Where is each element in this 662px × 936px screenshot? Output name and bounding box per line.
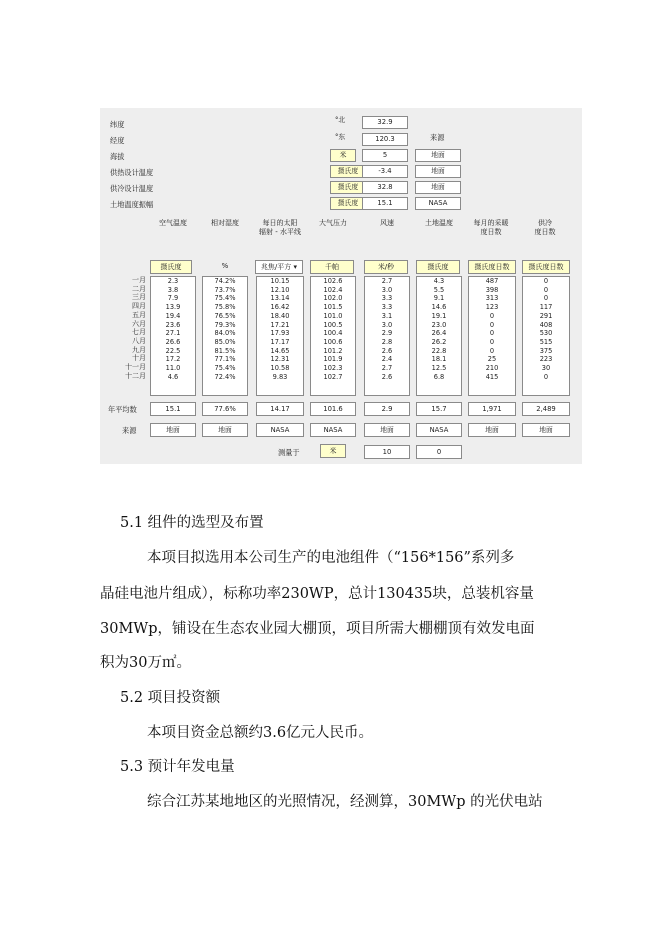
data-cell: 10.58 [270, 364, 290, 373]
param-value-longitude[interactable]: 120.3 [362, 133, 408, 146]
param-label-ground-amplitude: 土地温度振幅 [110, 200, 154, 209]
data-cell: 2.7 [381, 364, 393, 373]
data-cell: 313 [485, 294, 499, 303]
source-air-temp[interactable]: 地面 [150, 423, 196, 437]
data-cell: 84.0% [214, 329, 236, 338]
month-label: 三月 [132, 293, 146, 302]
param-unit-longitude: °东 [335, 133, 346, 141]
measured-wind-height[interactable]: 10 [364, 445, 410, 459]
source-humidity[interactable]: 地面 [202, 423, 248, 437]
source-row-label: 来源 [122, 426, 137, 435]
data-cell: 101.5 [323, 303, 343, 312]
col-header-humidity: 相对湿度 [211, 219, 239, 227]
data-column-air-temp[interactable] [150, 276, 196, 396]
average-cooling-degree-days[interactable]: 2,489 [522, 402, 570, 416]
average-solar-radiation[interactable]: 14.17 [256, 402, 304, 416]
month-labels [108, 276, 146, 380]
data-cell: 14.6 [431, 303, 447, 312]
data-cell: 23.0 [431, 320, 447, 329]
data-cell: 12.10 [270, 285, 290, 294]
data-cell: 3.3 [381, 303, 393, 312]
data-cell: 3.8 [167, 285, 179, 294]
section-5-3-title: 5.3 预计年发电量 [120, 759, 235, 775]
month-label: 七月 [132, 328, 146, 337]
col-header-ground-temp: 土地温度 [425, 219, 453, 227]
param-value-elevation[interactable]: 5 [362, 149, 408, 162]
data-cell: 73.7% [214, 285, 236, 294]
data-cell: 4.6 [167, 372, 179, 381]
data-cell: 6.8 [433, 372, 445, 381]
data-cell: 2.4 [381, 355, 393, 364]
data-cell: 515 [539, 337, 553, 346]
data-cell: 0 [489, 337, 495, 346]
source-heating-degree-days[interactable]: 地面 [468, 423, 516, 437]
data-cell: 9.83 [272, 372, 288, 381]
data-cell: 530 [539, 329, 553, 338]
col-unit-ground-temp[interactable]: 摄氏度 [416, 260, 460, 274]
data-cell: 375 [539, 346, 553, 355]
col-unit-air-temp[interactable]: 摄氏度 [150, 260, 192, 274]
data-cell: 30 [541, 364, 551, 373]
data-cell: 16.42 [270, 303, 290, 312]
param-unit-heating-temp[interactable]: 摄氏度 [330, 165, 366, 178]
data-cell: 210 [485, 364, 499, 373]
data-cell: 17.2 [165, 355, 181, 364]
measured-at-label: 测量于 [278, 448, 300, 457]
average-humidity[interactable]: 77.6% [202, 402, 248, 416]
data-cell: 117 [539, 303, 553, 312]
data-cell: 25 [487, 355, 497, 364]
data-cell: 102.3 [323, 364, 343, 373]
col-header-heating-degree-days: 每月的采暖 度日数 [473, 219, 509, 236]
data-cell: 102.6 [323, 277, 343, 285]
data-column-heating-degree-days[interactable] [468, 276, 516, 396]
data-cell: 26.6 [165, 337, 181, 346]
data-cell: 14.65 [270, 346, 290, 355]
section-5-1-paragraph-line-4: 积为30万㎡。 [100, 655, 191, 671]
data-cell: 0 [489, 329, 495, 338]
param-label-cooling-temp: 供冷设计温度 [110, 184, 154, 193]
data-cell: 3.0 [381, 320, 393, 329]
source-ground-temp[interactable]: NASA [416, 423, 462, 437]
data-cell: 81.5% [214, 346, 236, 355]
col-unit-heating-degree-days[interactable]: 摄氏度日数 [468, 260, 516, 274]
data-cell: 79.3% [214, 320, 236, 329]
average-wind-speed[interactable]: 2.9 [364, 402, 410, 416]
data-column-cooling-degree-days[interactable] [522, 276, 570, 396]
data-cell: 0 [489, 311, 495, 320]
col-header-air-temp: 空气温度 [159, 219, 187, 227]
data-cell: 3.3 [381, 294, 393, 303]
col-unit-wind-speed[interactable]: 米/秒 [364, 260, 408, 274]
month-label: 一月 [132, 276, 146, 284]
data-cell: 100.5 [323, 320, 343, 329]
month-label: 九月 [132, 345, 146, 354]
col-header-cooling-degree-days: 供冷 度日数 [534, 219, 556, 236]
data-cell: 12.5 [431, 364, 447, 373]
col-unit-humidity: % [221, 262, 229, 270]
param-label-latitude: 纬度 [110, 120, 125, 129]
col-unit-pressure[interactable]: 千帕 [310, 260, 354, 274]
section-5-3-paragraph: 综合江苏某地地区的光照情况，经测算，30MWp 的光伏电站 [147, 794, 543, 810]
data-cell: 0 [543, 285, 549, 294]
data-cell: 415 [485, 372, 499, 381]
data-cell: 77.1% [214, 355, 236, 364]
data-cell: 100.4 [323, 329, 343, 338]
data-cell: 291 [539, 311, 553, 320]
source-cooling-degree-days[interactable]: 地面 [522, 423, 570, 437]
source-wind-speed[interactable]: 地面 [364, 423, 410, 437]
data-cell: 101.9 [323, 355, 343, 364]
data-column-pressure[interactable] [310, 276, 356, 396]
param-source-heating-temp[interactable]: 地面 [415, 165, 461, 178]
data-cell: 408 [539, 320, 553, 329]
data-cell: 72.4% [214, 372, 236, 381]
data-cell: 0 [543, 372, 549, 381]
data-cell: 17.93 [270, 329, 290, 338]
data-cell: 26.2 [431, 337, 447, 346]
data-cell: 2.3 [167, 277, 179, 285]
data-cell: 0 [489, 320, 495, 329]
climate-data-panel [100, 108, 582, 464]
data-cell: 0 [543, 294, 549, 303]
data-column-ground-temp[interactable] [416, 276, 462, 396]
data-cell: 11.0 [165, 364, 181, 373]
data-cell: 75.8% [214, 303, 236, 312]
data-cell: 18.40 [270, 311, 290, 320]
data-cell: 17.21 [270, 320, 290, 329]
data-cell: 3.1 [381, 311, 393, 320]
data-cell: 101.0 [323, 311, 343, 320]
data-cell: 18.1 [431, 355, 447, 364]
data-cell: 27.1 [165, 329, 181, 338]
data-cell: 0 [489, 346, 495, 355]
data-cell: 101.2 [323, 346, 343, 355]
data-cell: 487 [485, 277, 499, 285]
measured-ground-depth[interactable]: 0 [416, 445, 462, 459]
source-pressure[interactable]: NASA [310, 423, 356, 437]
param-unit-latitude: °北 [335, 116, 346, 124]
data-cell: 22.5 [165, 346, 181, 355]
average-heating-degree-days[interactable]: 1,971 [468, 402, 516, 416]
month-label: 十二月 [125, 371, 146, 380]
param-value-cooling-temp[interactable]: 32.8 [362, 181, 408, 194]
param-label-heating-temp: 供热设计温度 [110, 168, 154, 177]
param-source-cooling-temp[interactable]: 地面 [415, 181, 461, 194]
col-unit-cooling-degree-days[interactable]: 摄氏度日数 [522, 260, 570, 274]
annual-average-label: 年平均数 [108, 405, 137, 414]
section-5-1-title: 5.1 组件的选型及布置 [120, 515, 264, 531]
section-5-2-paragraph: 本项目资金总额约3.6亿元人民币。 [147, 725, 374, 741]
data-cell: 75.4% [214, 364, 236, 373]
data-cell: 2.6 [381, 372, 393, 381]
average-air-temp[interactable]: 15.1 [150, 402, 196, 416]
param-value-latitude[interactable]: 32.9 [362, 116, 408, 129]
data-cell: 9.1 [433, 294, 445, 303]
data-cell: 223 [539, 355, 553, 364]
data-cell: 74.2% [214, 277, 236, 285]
param-source-header: 来源 [430, 133, 445, 142]
data-cell: 13.14 [270, 294, 290, 303]
data-cell: 123 [485, 303, 499, 312]
data-column-wind-speed[interactable] [364, 276, 410, 396]
data-cell: 10.15 [270, 277, 290, 285]
data-cell: 2.8 [381, 337, 393, 346]
section-5-1-paragraph-line-2: 晶硅电池片组成），标称功率230WP，总计130435块，总装机容量 [100, 586, 534, 602]
data-cell: 398 [485, 285, 499, 294]
data-cell: 19.4 [165, 311, 181, 320]
data-cell: 13.9 [165, 303, 181, 312]
col-header-wind-speed: 风速 [380, 219, 394, 227]
data-cell: 2.9 [381, 329, 393, 338]
measured-unit[interactable]: 米 [320, 444, 346, 458]
section-5-2-title: 5.2 项目投资额 [120, 690, 221, 706]
data-column-humidity[interactable] [202, 276, 248, 396]
col-unit-solar-dropdown[interactable]: 兆焦/平方 ▾ [255, 260, 303, 274]
data-cell: 102.4 [323, 285, 343, 294]
param-unit-elevation[interactable]: 米 [330, 149, 356, 162]
month-label: 五月 [132, 310, 146, 319]
data-cell: 23.6 [165, 320, 181, 329]
data-cell: 12.31 [270, 355, 290, 364]
data-cell: 17.17 [270, 337, 290, 346]
data-cell: 102.7 [323, 372, 343, 381]
data-cell: 3.0 [381, 285, 393, 294]
data-cell: 7.9 [167, 294, 179, 303]
month-label: 四月 [132, 302, 146, 311]
data-cell: 76.5% [214, 311, 236, 320]
month-label: 十月 [132, 354, 146, 363]
section-5-1-paragraph-line-1: 本项目拟选用本公司生产的电池组件（“156*156”系列多 [147, 550, 515, 566]
data-cell: 4.3 [433, 277, 445, 285]
param-value-ground-amplitude[interactable]: 15.1 [362, 197, 408, 210]
data-cell: 2.6 [381, 346, 393, 355]
param-source-ground-amplitude[interactable]: NASA [415, 197, 461, 210]
month-label: 八月 [132, 336, 146, 345]
data-cell: 85.0% [214, 337, 236, 346]
month-label: 六月 [132, 319, 146, 328]
param-value-heating-temp[interactable]: -3.4 [362, 165, 408, 178]
data-cell: 22.8 [431, 346, 447, 355]
data-cell: 19.1 [431, 311, 447, 320]
param-label-longitude: 经度 [110, 136, 125, 145]
section-5-1-paragraph-line-3: 30MWp，铺设在生态农业园大棚顶，项目所需大棚棚顶有效发电面 [100, 621, 535, 637]
param-unit-ground-amplitude[interactable]: 摄氏度 [330, 197, 366, 210]
data-cell: 2.7 [381, 277, 393, 285]
col-header-pressure: 大气压力 [319, 219, 347, 227]
data-cell: 0 [543, 277, 549, 285]
month-label: 十一月 [125, 363, 146, 372]
data-cell: 102.0 [323, 294, 343, 303]
data-cell: 26.4 [431, 329, 447, 338]
source-solar-radiation[interactable]: NASA [256, 423, 304, 437]
average-ground-temp[interactable]: 15.7 [416, 402, 462, 416]
data-cell: 100.6 [323, 337, 343, 346]
param-unit-cooling-temp[interactable]: 摄氏度 [330, 181, 366, 194]
param-label-elevation: 海拔 [110, 152, 125, 161]
data-cell: 5.5 [433, 285, 445, 294]
month-label: 二月 [132, 284, 146, 293]
param-source-elevation[interactable]: 地面 [415, 149, 461, 162]
average-pressure[interactable]: 101.6 [310, 402, 356, 416]
col-header-solar-radiation: 每日的太阳 辐射 - 水平线 [259, 219, 301, 236]
data-column-solar-radiation[interactable] [256, 276, 304, 396]
data-cell: 75.4% [214, 294, 236, 303]
